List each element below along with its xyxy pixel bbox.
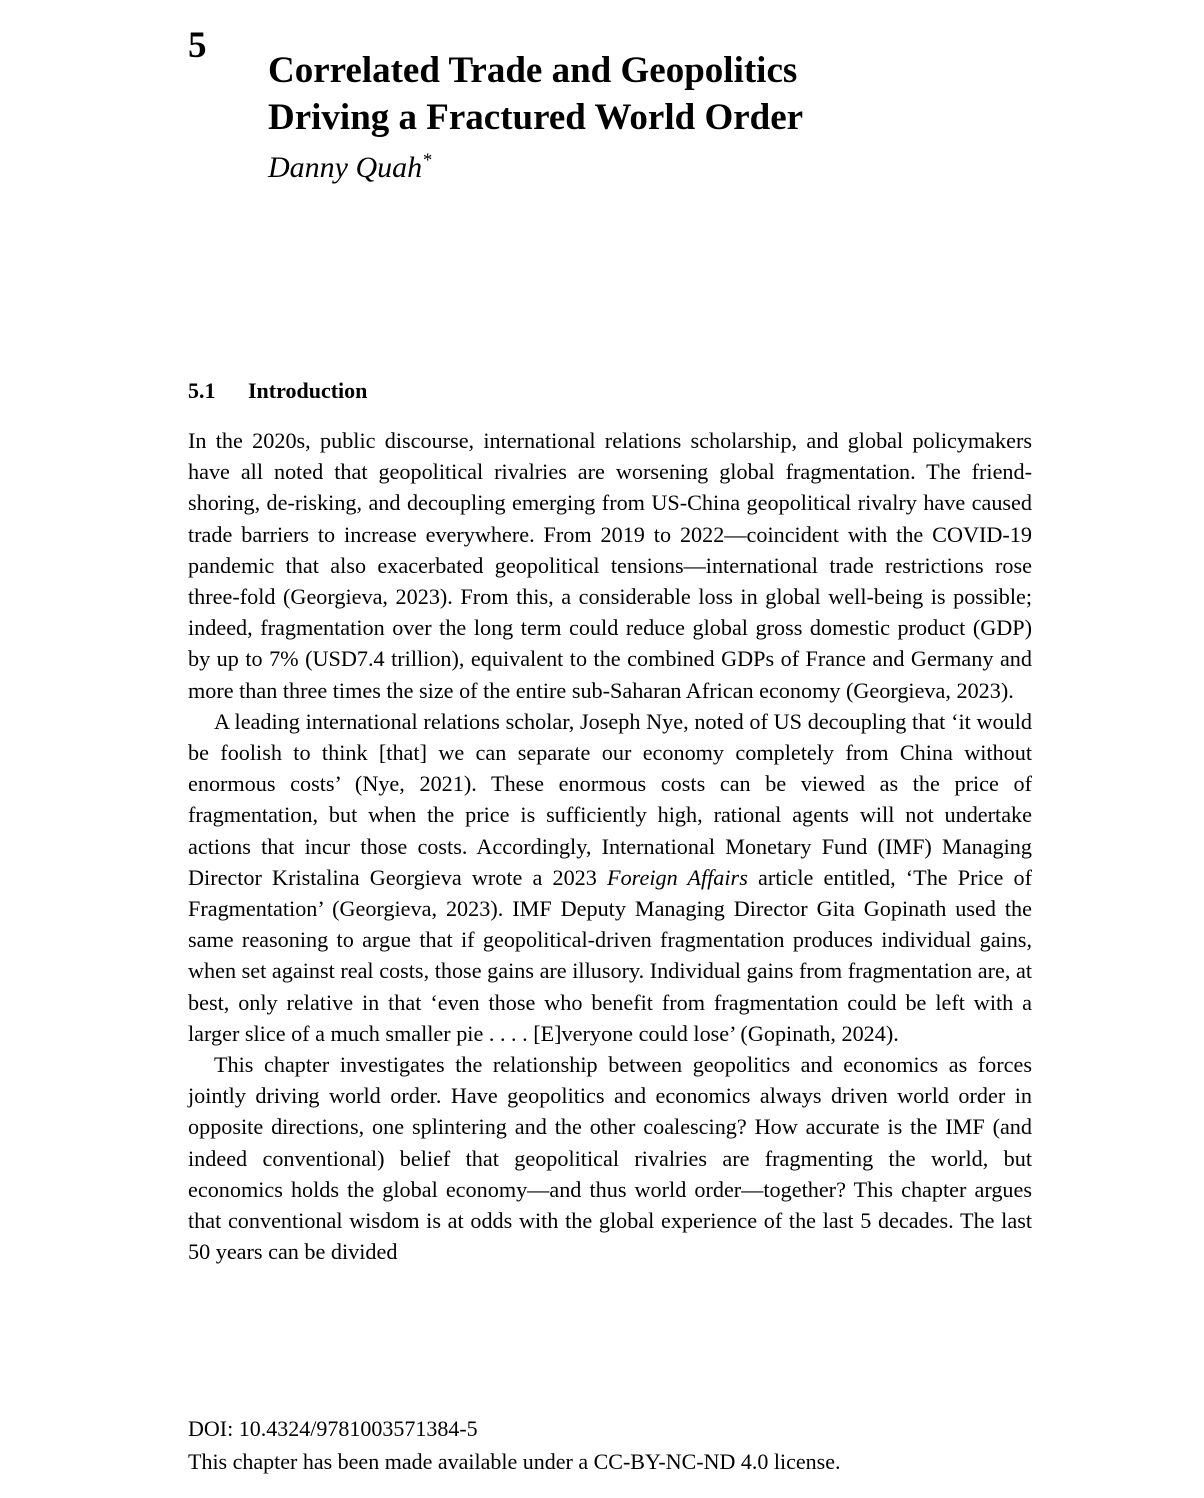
license-text: This chapter has been made available under a CC-BY-NC-ND 4.0 license. xyxy=(188,1449,841,1474)
author-name: Danny Quah xyxy=(268,151,423,184)
chapter-header xyxy=(188,22,1032,166)
section-label: Introduction xyxy=(248,378,368,403)
paragraph-3: This chapter investigates the relationship between geopolitics and economics as forces jointly driving world order. Have geopolitics and economics always driven world order in opposite directions, one splintering and the other coalescing? How accurate is the IMF (and indeed conventional) belief that geopolitical rivalries are fragmenting the world, but economics holds the global economy—and thus world order—together? This chapter argues that conventional wisdom is at odds with the global experience of the last 5 decades. The last 50 years can be divided xyxy=(188,1052,1032,1265)
paragraph-2-text-after-italic: article entitled, ‘The Price of Fragmentation’ (Georgieva, 2023). IMF Deputy Managing Director Gita Gopinath used the same reasoning to argue that if geopolitical-driven fragmentation produces individual gains, when set against real costs, those gains are illusory. Individual gains from fragmentation are, at best, only relative in that ‘even those who benefit from fragmentation could be left with a larger slice of a much smaller pie . . . . [E]veryone could lose’ (Gopinath, 2024). xyxy=(188,864,1033,1046)
chapter-title-line-2: Driving a Fractured World Order xyxy=(268,96,804,138)
page-title xyxy=(268,47,908,141)
paragraph-2-text-before-italic: A leading international relations scholar, Joseph Nye, noted of US decoupling that ‘it would be foolish to think [that] we can separate our economy completely from China without enormous costs’ (Nye, 2021). These enormous costs can be viewed as the price of fragmentation, but when the price is sufficiently high, rational agents will not undertake actions that incur those costs. Accordingly, International Monetary Fund (IMF) Managing Director Kristalina Georgieva wrote a 2023 xyxy=(188,708,1032,890)
footer-block xyxy=(188,1412,1032,1478)
chapter-title-row xyxy=(188,22,1032,166)
section-heading xyxy=(188,377,1032,405)
paragraph-1: In the 2020s, public discourse, international relations scholarship, and global policymakers have all noted that geopolitical rivalries are worsening global fragmentation. The friend-shoring, de-risking, and decoupling emerging from US-China geopolitical rivalry have caused trade barriers to increase everywhere. From 2019 to 2022—coincident with the COVID-19 pandemic that also exacerbated geopolitical tensions—international trade restrictions rose three-fold (Georgieva, 2023). From this, a considerable loss in global well-being is possible; indeed, fragmentation over the long term could reduce global gross domestic product (GDP) by up to 7% (USD7.4 trillion), equivalent to the combined GDPs of France and Germany and more than three times the size of the entire sub-Saharan African economy (Georgieva, 2023). xyxy=(188,428,1032,703)
paragraph-2 xyxy=(188,706,1032,1049)
author-byline xyxy=(268,150,431,186)
chapter-number: 5 xyxy=(188,25,207,66)
chapter-title-line-1: Correlated Trade and Geopolitics xyxy=(268,49,798,91)
section-number: 5.1 xyxy=(188,378,216,403)
doi-text: DOI: 10.4324/9781003571384-5 xyxy=(188,1416,478,1441)
body-text xyxy=(188,425,1032,1267)
author-footnote-marker: * xyxy=(422,150,432,171)
journal-title-italic: Foreign Affairs xyxy=(607,864,748,890)
